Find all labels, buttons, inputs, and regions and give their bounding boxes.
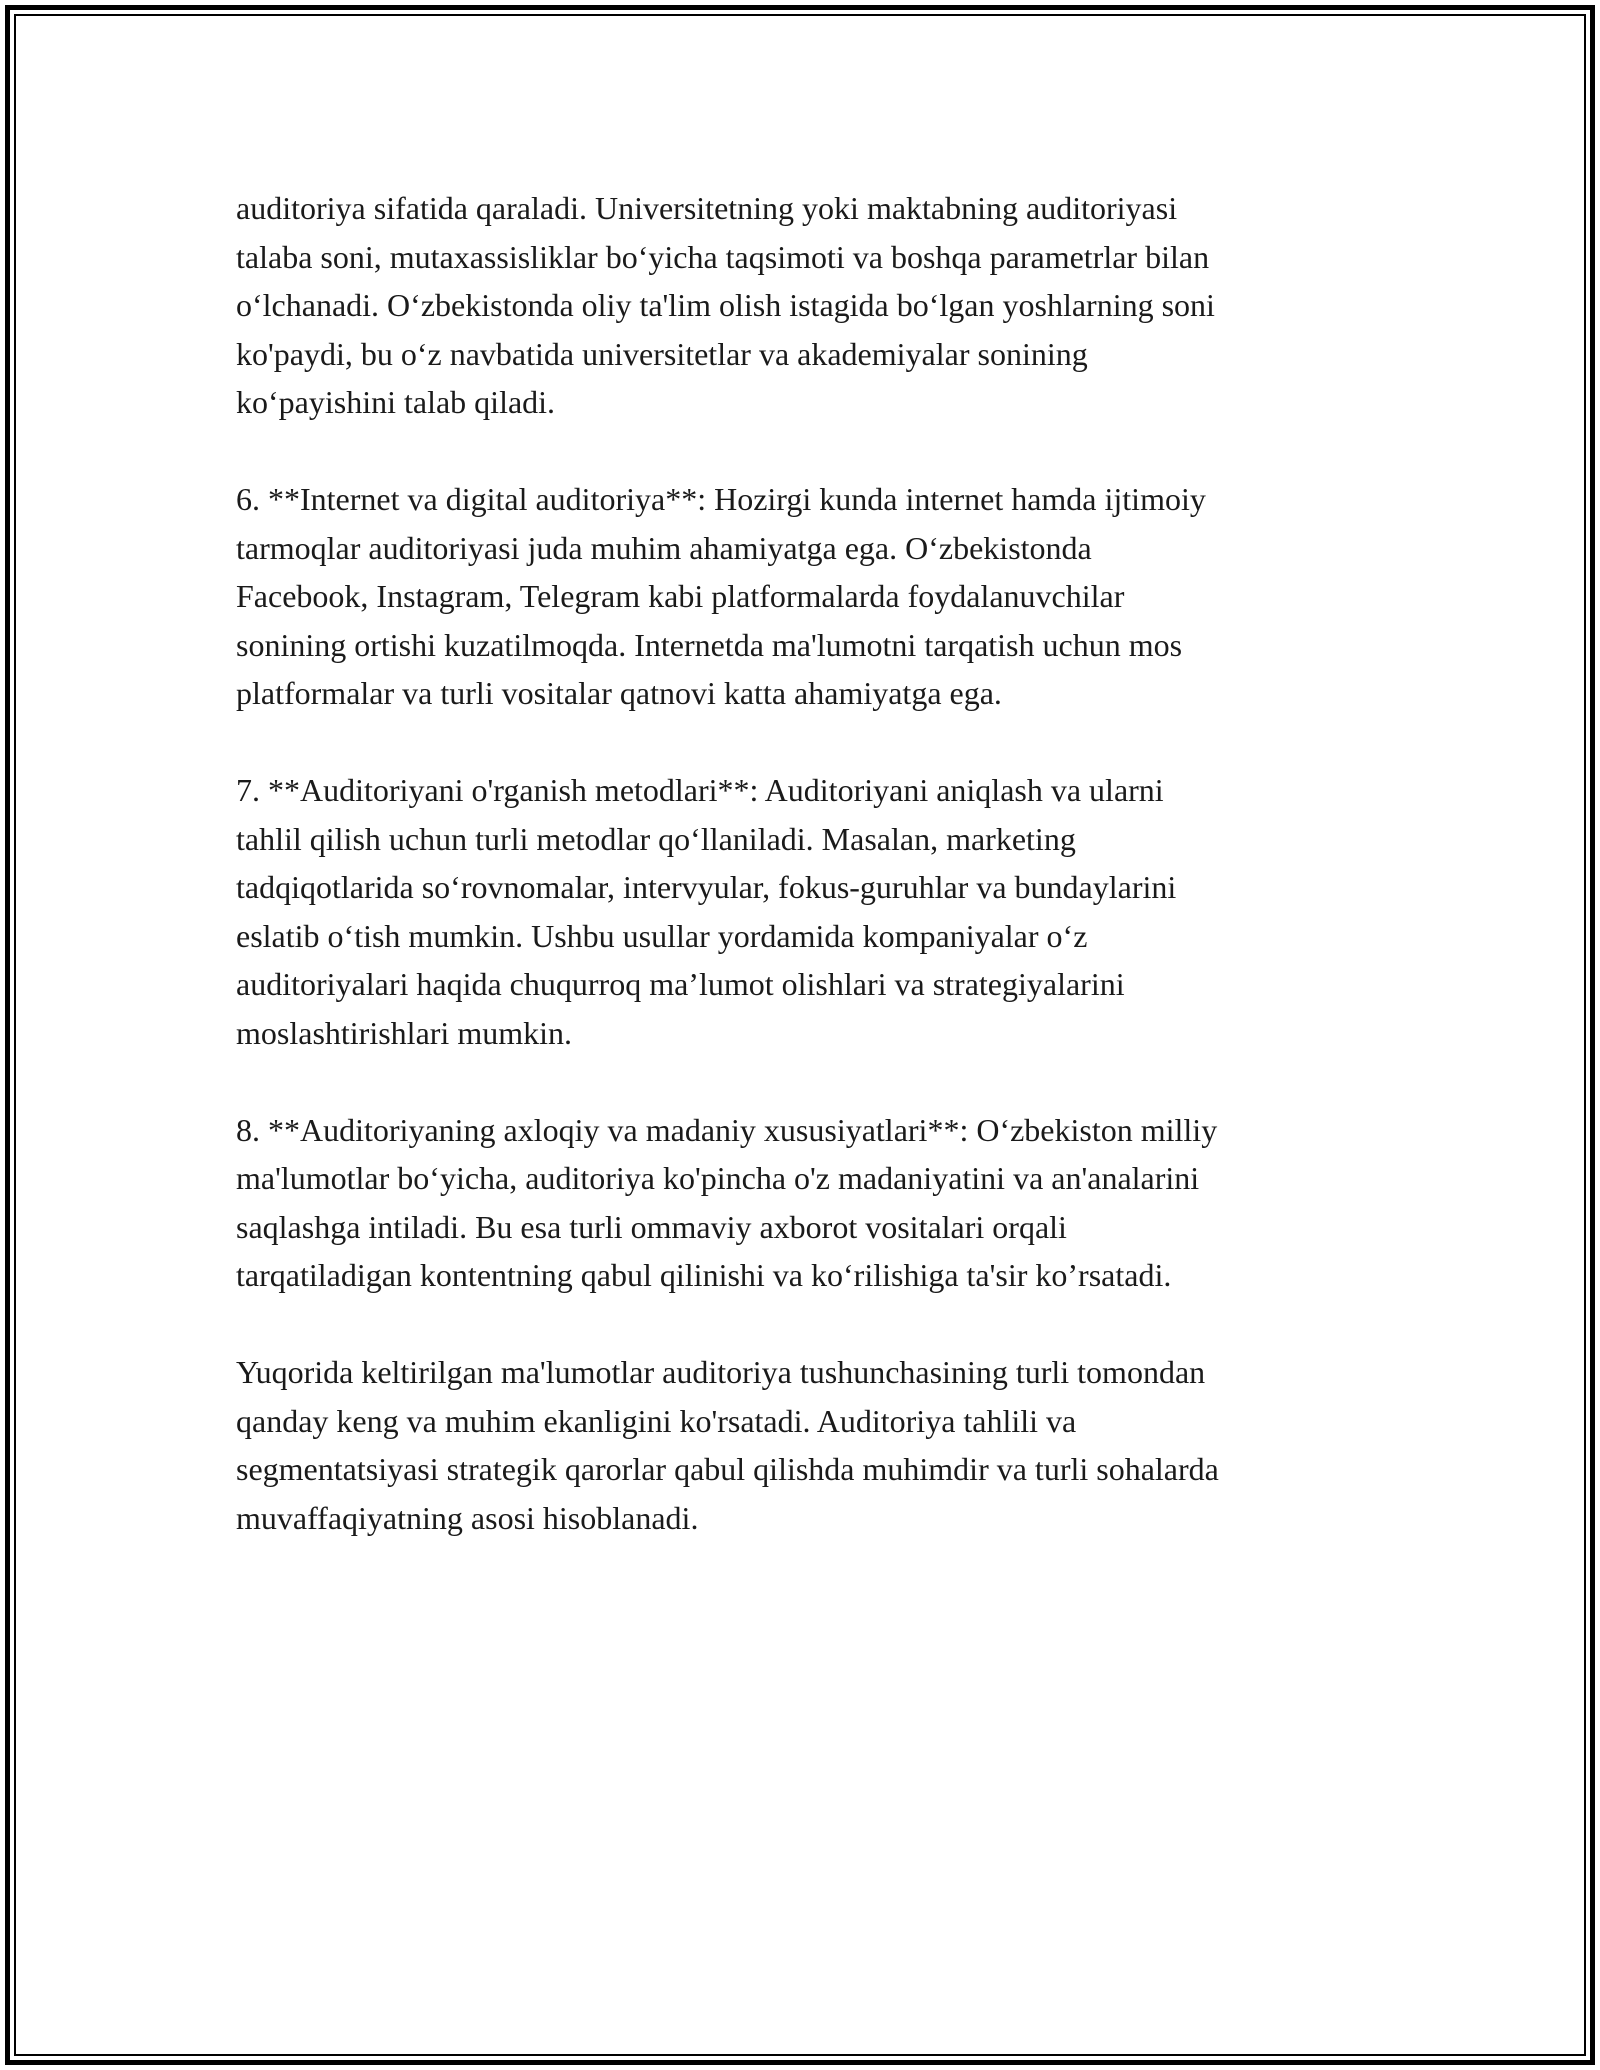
text-line: 7. **Auditoriyani o'rganish metodlari**: Auditoriyani aniqlash va ularni (236, 772, 1164, 808)
text-line: 6. **Internet va digital auditoriya**: Hozirgi kunda internet hamda ijtimoiy (236, 481, 1206, 517)
text-line: sonining ortishi kuzatilmoqda. Internetda ma'lumotni tarqatish uchun mos (236, 626, 1183, 663)
paragraph-conclusion (236, 1348, 1386, 1542)
text-line: tarmoqlar auditoriyasi juda muhim ahamiyatga ega. O‘zbekistonda (236, 529, 1092, 566)
text-line: muvaffaqiyatning asosi hisoblanadi. (236, 1499, 699, 1536)
text-line: ma'lumotlar bo‘yicha, auditoriya ko'pincha o'z madaniyatini va an'analarini (236, 1160, 1200, 1196)
text-line: eslatib o‘tish mumkin. Ushbu usullar yordamida kompaniyalar o‘z (236, 917, 1088, 954)
paragraph-item-8 (236, 1106, 1386, 1300)
text-line: tarqatiladigan kontentning qabul qilinishi va ko‘rilishiga ta'sir ko’rsatadi. (236, 1257, 1172, 1293)
text-line: auditoriyalari haqida chuqurroq ma’lumot olishlari va strategiyalarini (236, 966, 1125, 1002)
text-line: moslashtirishlari mumkin. (236, 1014, 572, 1051)
text-line: o‘lchanadi. O‘zbekistonda oliy ta'lim olish istagida bo‘lgan yoshlarning soni (236, 287, 1215, 323)
text-line: talaba soni, mutaxassisliklar bo‘yicha taqsimoti va boshqa parametrlar bilan (236, 238, 1210, 275)
text-line: saqlashga intiladi. Bu esa turli ommaviy axborot vositalari orqali (236, 1208, 1067, 1245)
paragraph-continuation (236, 184, 1386, 427)
text-line: ko'paydi, bu o‘z navbatida universitetlar va akademiyalar sonining (236, 335, 1088, 372)
text-line: platformalar va turli vositalar qatnovi katta ahamiyatga ega. (236, 675, 1002, 711)
text-line: Facebook, Instagram, Telegram kabi platformalarda foydalanuvchilar (236, 578, 1125, 614)
text-line: tahlil qilish uchun turli metodlar qo‘llaniladi. Masalan, marketing (236, 820, 1076, 857)
text-line: qanday keng va muhim ekanligini ko'rsatadi. Auditoriya tahlili va (236, 1402, 1077, 1439)
text-line: segmentatsiyasi strategik qarorlar qabul qilishda muhimdir va turli sohalarda (236, 1451, 1219, 1487)
text-line: ko‘payishini talab qiladi. (236, 384, 556, 420)
paragraph-item-7 (236, 766, 1386, 1057)
text-line: tadqiqotlarida so‘rovnomalar, intervyular, fokus-guruhlar va bundaylarini (236, 869, 1177, 905)
text-line: 8. **Auditoriyaning axloqiy va madaniy xususiyatlari**: O‘zbekiston milliy (236, 1111, 1218, 1148)
text-line: Yuqorida keltirilgan ma'lumotlar auditoriya tushunchasining turli tomondan (236, 1354, 1206, 1390)
paragraph-item-6 (236, 475, 1386, 718)
document-body (236, 184, 1386, 1591)
text-line: auditoriya sifatida qaraladi. Universitetning yoki maktabning auditoriyasi (236, 190, 1178, 226)
